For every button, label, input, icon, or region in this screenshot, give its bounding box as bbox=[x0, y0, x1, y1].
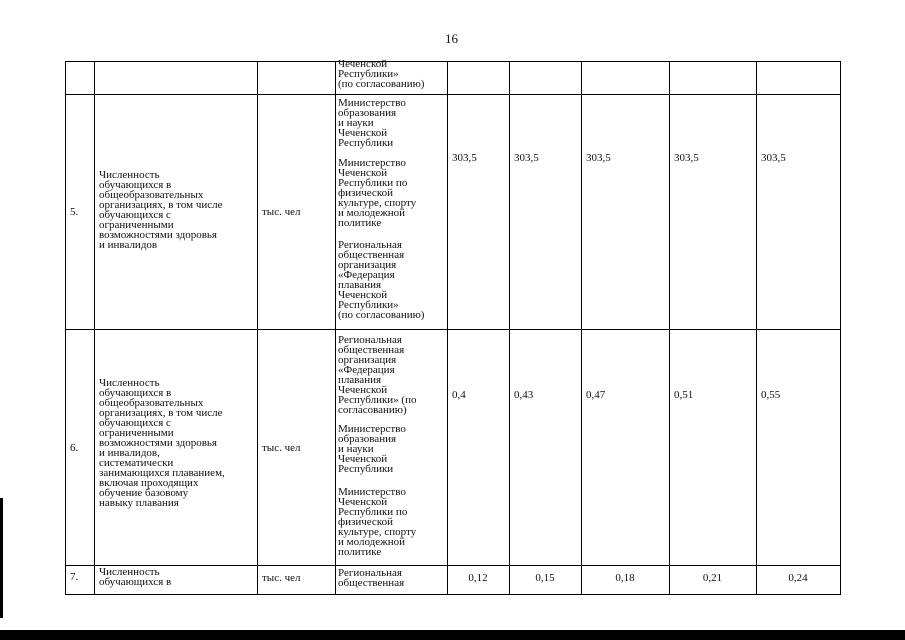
row-border bbox=[65, 565, 841, 566]
responsible-executor-text: образования bbox=[338, 107, 397, 119]
responsible-executor-text: Министерство bbox=[338, 157, 406, 169]
responsible-executor-text: Чеченской bbox=[338, 58, 388, 70]
responsible-executor-text: общественная bbox=[338, 344, 405, 356]
responsible-executor-text: организация bbox=[338, 354, 397, 366]
row-number: 5. bbox=[70, 206, 79, 218]
scan-bottom-edge bbox=[0, 630, 905, 640]
value-cell: 0,4 bbox=[452, 389, 466, 401]
responsible-executor-text: плавания bbox=[338, 374, 382, 386]
indicator-text: занимающихся плаванием, bbox=[99, 467, 225, 479]
value-cell: 303,5 bbox=[452, 152, 477, 164]
value-cell: 0,55 bbox=[761, 389, 781, 401]
responsible-executor-text: Министерство bbox=[338, 97, 406, 109]
value-cell: 0,21 bbox=[702, 572, 723, 584]
indicator-text: ограниченными bbox=[99, 219, 174, 231]
row-border bbox=[65, 329, 841, 330]
indicator-text: возможностями здоровья bbox=[99, 229, 217, 241]
column-border bbox=[447, 61, 448, 594]
unit-text: тыс. чел bbox=[262, 206, 301, 218]
responsible-executor-text: физической bbox=[338, 187, 393, 199]
column-border bbox=[335, 61, 336, 594]
value-cell: 0,43 bbox=[514, 389, 534, 401]
indicator-text: общеобразовательных bbox=[99, 189, 204, 201]
indicator-text: общеобразовательных bbox=[99, 397, 204, 409]
indicator-text: обучающихся с bbox=[99, 417, 171, 429]
responsible-executor-text: физической bbox=[338, 516, 393, 528]
responsible-executor-text: Республики» (по bbox=[338, 394, 417, 406]
indicator-text: и инвалидов, bbox=[99, 447, 160, 459]
responsible-executor-text: Чеченской bbox=[338, 453, 388, 465]
column-border bbox=[840, 61, 841, 594]
responsible-executor-text: (по согласованию) bbox=[338, 309, 425, 321]
responsible-executor-text: Чеченской bbox=[338, 127, 388, 139]
value-cell: 0,18 bbox=[615, 572, 635, 584]
indicator-text: включая проходящих bbox=[99, 477, 199, 489]
responsible-executor-text: «Федерация bbox=[338, 269, 395, 281]
responsible-executor-text: организация bbox=[338, 259, 397, 271]
responsible-executor-text: Республики» bbox=[338, 299, 399, 311]
value-cell: 303,5 bbox=[761, 152, 786, 164]
indicator-text: навыку плавания bbox=[99, 497, 179, 509]
indicator-text: Численность bbox=[99, 377, 160, 389]
responsible-executor-text: Региональная bbox=[338, 334, 402, 346]
responsible-executor-text: общественная bbox=[338, 249, 405, 261]
row-number: 7. bbox=[70, 571, 79, 583]
column-border bbox=[669, 61, 670, 594]
responsible-executor-text: Региональная bbox=[338, 239, 402, 251]
value-cell: 303,5 bbox=[586, 152, 611, 164]
column-border bbox=[257, 61, 258, 594]
responsible-executor-text: Министерство bbox=[338, 423, 406, 435]
responsible-executor-text: Чеченской bbox=[338, 289, 388, 301]
indicator-text: систематически bbox=[99, 457, 174, 469]
responsible-executor-text: общественная bbox=[338, 577, 405, 589]
indicator-text: организациях, в том числе bbox=[99, 199, 223, 211]
responsible-executor-text: политике bbox=[338, 217, 382, 229]
row-number: 6. bbox=[70, 442, 79, 454]
responsible-executor-text: Чеченской bbox=[338, 496, 388, 508]
row-border bbox=[65, 61, 841, 62]
responsible-executor-text: политике bbox=[338, 546, 382, 558]
responsible-executor-text: Республики» bbox=[338, 68, 399, 80]
responsible-executor-text: «Федерация bbox=[338, 364, 395, 376]
indicator-text: обучающихся в bbox=[99, 179, 172, 191]
responsible-executor-text: и науки bbox=[338, 443, 374, 455]
responsible-executor-text: и науки bbox=[338, 117, 374, 129]
unit-text: тыс. чел bbox=[262, 572, 301, 584]
responsible-executor-text: Республики по bbox=[338, 506, 408, 518]
indicator-text: Численность bbox=[99, 169, 160, 181]
indicator-text: обучающихся с bbox=[99, 209, 171, 221]
column-border bbox=[94, 61, 95, 594]
indicator-text: обучающихся в bbox=[99, 387, 172, 399]
page-number: 16 bbox=[445, 31, 458, 46]
responsible-executor-text: и молодежной bbox=[338, 536, 405, 548]
row-border bbox=[65, 94, 841, 95]
responsible-executor-text: (по согласованию) bbox=[338, 78, 425, 90]
row-border bbox=[65, 594, 841, 595]
column-border bbox=[65, 61, 66, 594]
value-cell: 0,15 bbox=[535, 572, 555, 584]
responsible-executor-text: согласованию) bbox=[338, 404, 407, 416]
responsible-executor-text: Чеченской bbox=[338, 384, 388, 396]
responsible-executor-text: плавания bbox=[338, 279, 382, 291]
value-cell: 0,51 bbox=[674, 389, 694, 401]
responsible-executor-text: образования bbox=[338, 433, 397, 445]
value-cell: 0,47 bbox=[586, 389, 606, 401]
indicator-text: организациях, в том числе bbox=[99, 407, 223, 419]
indicator-text: обучающихся в bbox=[99, 576, 172, 588]
responsible-executor-text: Чеченской bbox=[338, 167, 388, 179]
responsible-executor-text: Министерство bbox=[338, 486, 406, 498]
value-cell: 0,24 bbox=[788, 572, 808, 584]
responsible-executor-text: Республики по bbox=[338, 177, 408, 189]
responsible-executor-text: Республики bbox=[338, 463, 394, 475]
value-cell: 303,5 bbox=[674, 152, 699, 164]
column-border bbox=[509, 61, 510, 594]
indicator-text: ограниченными bbox=[99, 427, 174, 439]
responsible-executor-text: и молодежной bbox=[338, 207, 405, 219]
indicator-text: обучение базовому bbox=[99, 487, 189, 499]
unit-text: тыс. чел bbox=[262, 442, 301, 454]
value-cell: 303,5 bbox=[514, 152, 539, 164]
scan-left-edge bbox=[0, 498, 3, 618]
indicator-text: и инвалидов bbox=[99, 239, 158, 251]
responsible-executor-text: культуре, спорту bbox=[338, 526, 417, 538]
column-border bbox=[756, 61, 757, 594]
indicator-text: возможностями здоровья bbox=[99, 437, 217, 449]
responsible-executor-text: Республики bbox=[338, 137, 394, 149]
value-cell: 0,12 bbox=[468, 572, 488, 584]
column-border bbox=[581, 61, 582, 594]
responsible-executor-text: Региональная bbox=[338, 567, 402, 579]
indicator-text: Численность bbox=[99, 566, 160, 578]
responsible-executor-text: культуре, спорту bbox=[338, 197, 417, 209]
